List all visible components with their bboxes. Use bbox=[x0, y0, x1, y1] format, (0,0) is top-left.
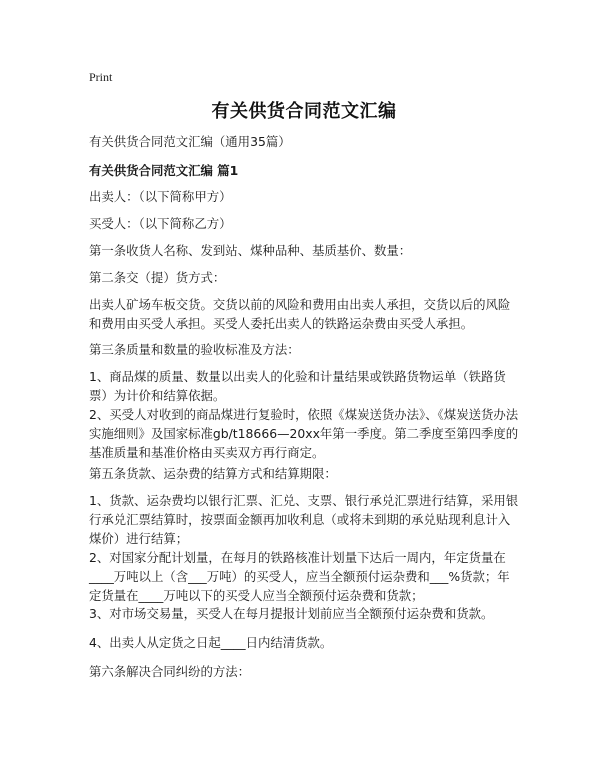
paragraph-payment-2: 2、对国家分配计划量，在每月的铁路核准计划量下达后一周内，年定货量在____万吨以上（含___万吨）的买受人，应当全额预付运杂费和___%货款；年定货量在____万吨以下的买受人应当全额预付运杂费和货款； bbox=[89, 550, 510, 603]
paragraph-payment-3: 3、对市场交易量，买受人在每月提报计划前应当全额预付运杂费和货款。 bbox=[89, 606, 494, 621]
document-title: 有关供货合同范文汇编 bbox=[211, 101, 397, 122]
paragraph-article-5: 第五条货款、运杂费的结算方式和结算期限： bbox=[89, 466, 337, 481]
paragraph-delivery: 出卖人矿场车板交货。交货以前的风险和费用由出卖人承担，交货以后的风险和费用由买受人承担。买受人委托出卖人的铁路运杂费由买受人承担。 bbox=[89, 297, 511, 331]
section-heading: 有关供货合同范文汇编 篇1 bbox=[89, 163, 239, 178]
paragraph-seller: 出卖人：（以下简称甲方） bbox=[89, 189, 232, 204]
print-label[interactable]: Print bbox=[89, 70, 113, 84]
paragraph-item-1: 1、商品煤的质量、数量以出卖人的化验和计量结果或铁路货物运单（铁路货票）为计价和结算依据。 bbox=[89, 369, 506, 403]
paragraph-article-6: 第六条解决合同纠纷的方法： bbox=[89, 664, 251, 679]
paragraph-item-2: 2、买受人对收到的商品煤进行复验时，依照《煤炭送货办法》、《煤炭送货办法实施细则》及国家标准gb/t18666—20xx年第一季度。第二季度至第四季度的基准质量和基准价格由买卖双方再行商定。 bbox=[89, 407, 519, 460]
paragraph-payment-1: 1、货款、运杂费均以银行汇票、汇兑、支票、银行承兑汇票进行结算，采用银行承兑汇票结算时，按票面金额再加收利息（或将未到期的承兑贴现利息计入煤价）进行结算； bbox=[89, 493, 519, 546]
paragraph-buyer: 买受人：（以下简称乙方） bbox=[89, 216, 232, 231]
paragraph-article-2: 第二条交（提）货方式： bbox=[89, 270, 226, 285]
paragraph-payment-4: 4、出卖人从定货之日起____日内结清货款。 bbox=[89, 635, 333, 650]
paragraph-article-3: 第三条质量和数量的验收标准及方法： bbox=[89, 342, 300, 357]
document-subtitle: 有关供货合同范文汇编（通用35篇） bbox=[89, 134, 291, 149]
paragraph-article-1: 第一条收货人名称、发到站、煤种品种、基质基价、数量： bbox=[89, 243, 412, 258]
